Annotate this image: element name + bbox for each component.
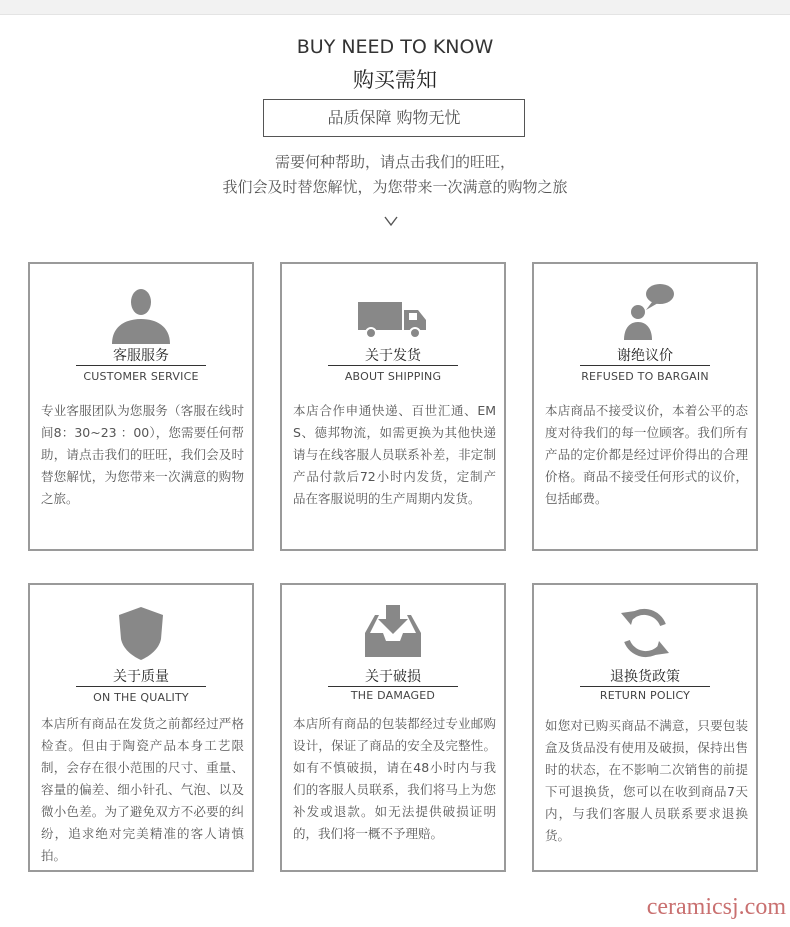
card-title-en: REFUSED TO BARGAIN: [581, 370, 709, 383]
card-title-en: ON THE QUALITY: [93, 691, 189, 704]
card-the-damaged: [280, 583, 506, 872]
page-title-cn: 购买需知: [353, 68, 437, 92]
card-body: 专业客服团队为您服务（客服在线时间8：30~23 ：00），您需要任何帮助，请点击我们的旺旺，我们会及时替您解忧，为您带来一次满意的购物之旅。: [41, 403, 244, 506]
card-title-en: RETURN POLICY: [599, 689, 691, 702]
intro-line-2: 我们会及时替您解忧，为您带来一次满意的购物之旅: [222, 178, 568, 196]
customer-service-person-icon: [30, 284, 252, 348]
card-title-cn: 关于破损: [365, 669, 421, 685]
top-bar: [0, 0, 790, 15]
card-title-en: CUSTOMER SERVICE: [83, 370, 199, 383]
refresh-arrows-icon: [534, 603, 756, 667]
card-body: 本店商品不接受议价，本着公平的态度对待我们的每一位顾客。我们所有产品的定价都是经过评价得出的合理价格。商品不接受任何形式的议价，包括邮费。: [545, 403, 748, 506]
divider: [328, 686, 458, 687]
shield-icon: [30, 605, 252, 669]
card-title-cn: 关于质量: [113, 669, 169, 685]
card-customer-service: [28, 262, 254, 551]
card-title-cn: 客服服务: [113, 348, 169, 364]
card-body: 本店所有商品的包装都经过专业邮购设计，保证了商品的安全及完整性。如有不慎破损，请在48小时内与我们的客服人员联系，我们将马上为您补发或退款。如无法提供破损证明的，我们将一概不予理赔。: [293, 716, 496, 841]
card-title-en: THE DAMAGED: [350, 689, 436, 702]
subtitle-box: 品质保障 购物无忧: [263, 99, 525, 137]
card-title-cn: 退换货政策: [610, 669, 680, 685]
card-title-en: ABOUT SHIPPING: [344, 370, 442, 383]
divider: [580, 686, 710, 687]
card-title-cn: 谢绝议价: [617, 348, 673, 364]
chevron-down-icon: [383, 213, 399, 229]
card-on-the-quality: [28, 583, 254, 872]
divider: [76, 365, 206, 366]
intro-line-1: 需要何种帮助，请点击我们的旺旺，: [274, 153, 515, 171]
speech-bubble-person-icon: [534, 282, 756, 346]
divider: [76, 686, 206, 687]
divider: [328, 365, 458, 366]
card-body: 本店合作申通快递、百世汇通、EMS、德邦物流，如需更换为其他快递请与在线客服人员联系补差，非定制产品付款后72小时内发货，定制产品在客服说明的生产周期内发货。: [293, 403, 496, 506]
intro-text: [0, 150, 790, 200]
card-title-cn: 关于发货: [365, 348, 421, 364]
card-return-policy: [532, 583, 758, 872]
watermark: ceramicsj.com: [646, 894, 786, 920]
card-about-shipping: [280, 262, 506, 551]
inbox-download-icon: [282, 603, 504, 667]
card-body: 如您对已购买商品不满意，只要包装盒及货品没有使用及破损，保持出售时的状态，在不影响二次销售的前提下可退换货，您可以在收到商品7天内，与我们客服人员联系要求退换货。: [545, 718, 748, 843]
divider: [580, 365, 710, 366]
page-title-en: BUY NEED TO KNOW: [296, 36, 494, 58]
card-body: 本店所有商品在发货之前都经过严格检查。但由于陶瓷产品本身工艺限制，会存在很小范围的尺寸、重量、容量的偏差、细小针孔、气泡、以及微小色差。为了避免双方不必要的纠纷，追求绝对完美精准的客人请慎拍。: [41, 716, 244, 863]
card-refused-to-bargain: [532, 262, 758, 551]
